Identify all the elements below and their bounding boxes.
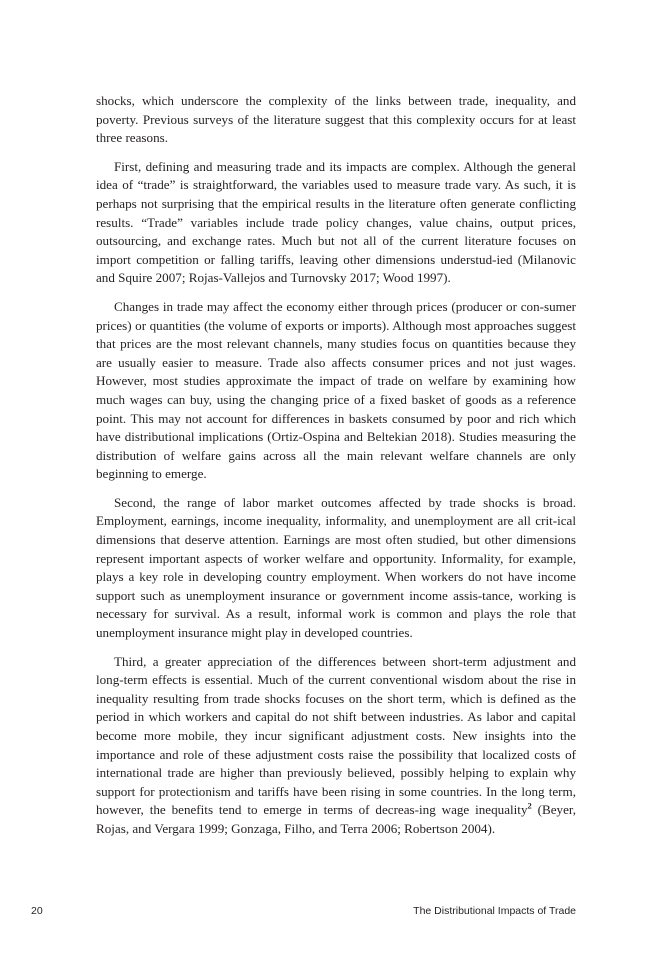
paragraph-5-text: Third, a greater appreciation of the differences between short-term adjustment and long-term effects is essential. Much of the current conventional wisdom about the rise in inequality resulting from trade shocks focuses on the short term, which is defined as the period in which workers and capital do not shift between industries. As labor and capital become more mobile, they incur significant adjustment costs. New insights into the importance and role of these adjustment costs raise the possibility that localized costs of international trade are higher than previously believed, possibly helping to explain why support for protectionism and tariffs have been rising in some countries. In the long term, however, the benefits tend to emerge in terms of decreas-ing wage inequality: [96, 653, 576, 818]
paragraph-2: First, defining and measuring trade and its impacts are complex. Although the general idea of “trade” is straightforward, the variables used to measure trade vary. As such, it is perhaps not surprising that the empirical results in the literature often generate conflicting results. “Trade” variables include trade policy changes, value chains, output prices, outsourcing, and exchange rates. Much but not all of the current literature focuses on import competition or falling tariffs, leaving other dimensions understud-ied (Milanovic and Squire 2007; Rojas-Vallejos and Turnovsky 2017; Wood 1997).: [96, 158, 576, 286]
footnote-marker[interactable]: 2: [527, 801, 532, 812]
paragraph-5-citation: (Beyer, Rojas, and Vergara 1999; Gonzaga, Filho, and Terra 2006; Robertson 2004).: [96, 802, 577, 836]
page-footer: [31, 905, 576, 919]
paragraph-5: [96, 653, 576, 839]
paragraph-4: Second, the range of labor market outcomes affected by trade shocks is broad. Employment, earnings, income inequality, informality, and unemployment are all crit-ical dimensions that deserve attention. Earnings are most often studied, but other dimensions represent important aspects of worker welfare and opportunity. Informality, for example, plays a key role in developing country employment. When workers do not have income support such as unemployment insurance or government income assis-tance, working is necessary for survival. As a result, informal work is common and plays the role that unemployment insurance might play in developed countries.: [96, 494, 576, 641]
page-body: [96, 92, 576, 849]
paragraph-1: shocks, which underscore the complexity of the links between trade, inequality, and poverty. Previous surveys of the literature suggest that this complexity occurs for at least three reasons.: [96, 93, 576, 146]
paragraph-3: Changes in trade may affect the economy either through prices (producer or con-sumer prices) or quantities (the volume of exports or imports). Although most approaches suggest that prices are the most relevant channels, many studies focus on quantities because they are usually easier to measure. Trade also affects consumer prices and not just wages. However, most studies approximate the impact of trade on welfare by examining how much wages can buy, using the changing price of a fixed basket of goods as a reference point. This may not account for differences in baskets consumed by poor and rich which have distributional implications (Ortiz-Ospina and Beltekian 2018). Studies measuring the distribution of welfare gains across all the main relevant welfare channels are only beginning to emerge.: [96, 298, 576, 482]
page-number: 20: [31, 905, 43, 917]
running-title: The Distributional Impacts of Trade: [413, 905, 576, 917]
